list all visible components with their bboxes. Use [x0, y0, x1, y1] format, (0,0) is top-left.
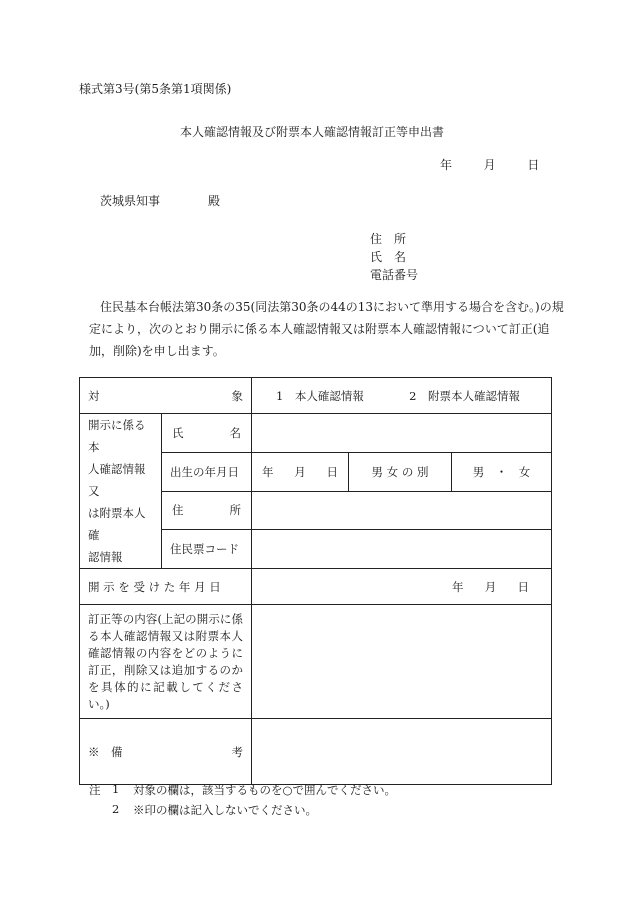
address-label-right: 所: [229, 503, 241, 518]
target-label-cell: [80, 378, 252, 414]
target-options-cell[interactable]: [252, 378, 552, 414]
sex-label-cell: 男 女 の 別: [349, 452, 452, 491]
name-label-left: 氏: [172, 425, 184, 440]
date-day: 日: [527, 158, 540, 172]
name-label-cell: [162, 414, 252, 453]
notes-prefix: 注: [89, 783, 101, 797]
name-label-right: 名: [229, 425, 241, 440]
birth-label-cell: 出生の年月日: [162, 452, 252, 491]
remarks-label-cell: [80, 719, 252, 785]
content-row: [80, 605, 552, 719]
disclosure-date-row: [80, 569, 552, 605]
target-label-right: 象: [231, 388, 243, 403]
category-line-2: 人確認情報又: [88, 462, 146, 498]
resident-code-label: 住民票コード: [162, 530, 252, 569]
address-value-cell[interactable]: [252, 491, 552, 530]
content-label: 訂正等の内容(上記の開示に係る本人確認情報又は附票本人確認情報の内容をどのように訂正，削除又は追加するのかを具体的に記載してください。): [80, 605, 252, 719]
applicant-name-label: 氏 名: [370, 250, 407, 264]
page-title: 本人確認情報及び附票本人確認情報訂正等申出書: [180, 125, 445, 139]
note-2-text: ※印の欄は記入しないでください。: [133, 803, 317, 817]
target-option-2[interactable]: 2 附票本人確認情報: [409, 388, 520, 403]
applicant-address-label: 住 所: [370, 232, 407, 246]
target-label-left: 対: [88, 388, 100, 403]
body-line-3: 加，削除)を申し出ます。: [89, 344, 225, 358]
applicant-phone-label: 電話番号: [370, 268, 419, 282]
body-line-2: 定により，次のとおり開示に係る本人確認情報又は附票本人確認情報について訂正(追: [89, 322, 550, 336]
form-number: 様式第3号(第5条第1項関係): [79, 82, 232, 96]
birth-month: 月: [294, 464, 306, 479]
birth-day: 日: [326, 464, 338, 479]
remarks-label-right: 考: [231, 744, 243, 759]
content-value-cell[interactable]: [252, 605, 552, 719]
resident-code-value-cell[interactable]: [252, 530, 552, 569]
target-row: [80, 378, 552, 414]
address-label-cell: [162, 491, 252, 530]
addressee-honorific: 殿: [208, 194, 221, 208]
disclosure-date-label: 開 示 を 受 け た 年 月 日: [80, 569, 252, 605]
address-label-left: 住: [172, 503, 184, 518]
birth-year: 年: [262, 464, 274, 479]
remarks-value-cell: [252, 719, 552, 785]
target-option-1[interactable]: 1 本人確認情報: [276, 388, 364, 403]
name-value-cell[interactable]: [252, 414, 552, 453]
date-line: [440, 156, 539, 173]
addressee-name: 茨城県知事: [100, 194, 161, 208]
request-table: [79, 377, 552, 785]
category-line-3: は附票本人確: [88, 506, 146, 542]
category-line-4: 認情報: [88, 550, 123, 564]
disclosure-year: 年: [452, 579, 464, 594]
date-year: 年: [440, 158, 453, 172]
sex-value-cell[interactable]: 男 ・ 女: [452, 452, 552, 491]
category-label: [80, 414, 162, 569]
disclosure-month: 月: [484, 579, 497, 594]
category-line-1: 開示に係る本: [88, 418, 146, 454]
disclosure-date-cell[interactable]: [252, 569, 552, 605]
date-month: 月: [483, 158, 496, 172]
name-row: [80, 414, 552, 453]
note-1-text: 対象の欄は，該当するものを○で囲んでください。: [133, 783, 397, 797]
note-1-num: 1: [112, 782, 120, 796]
remarks-row: [80, 719, 552, 785]
body-line-1: 住民基本台帳法第30条の35(同法第30条の44の13において準用する場合を含む。)の規: [100, 300, 564, 314]
remarks-label-left: ※ 備: [88, 744, 123, 759]
note-2-num: 2: [112, 802, 120, 816]
disclosure-day: 日: [517, 579, 530, 594]
birth-date-cell[interactable]: [252, 452, 349, 491]
